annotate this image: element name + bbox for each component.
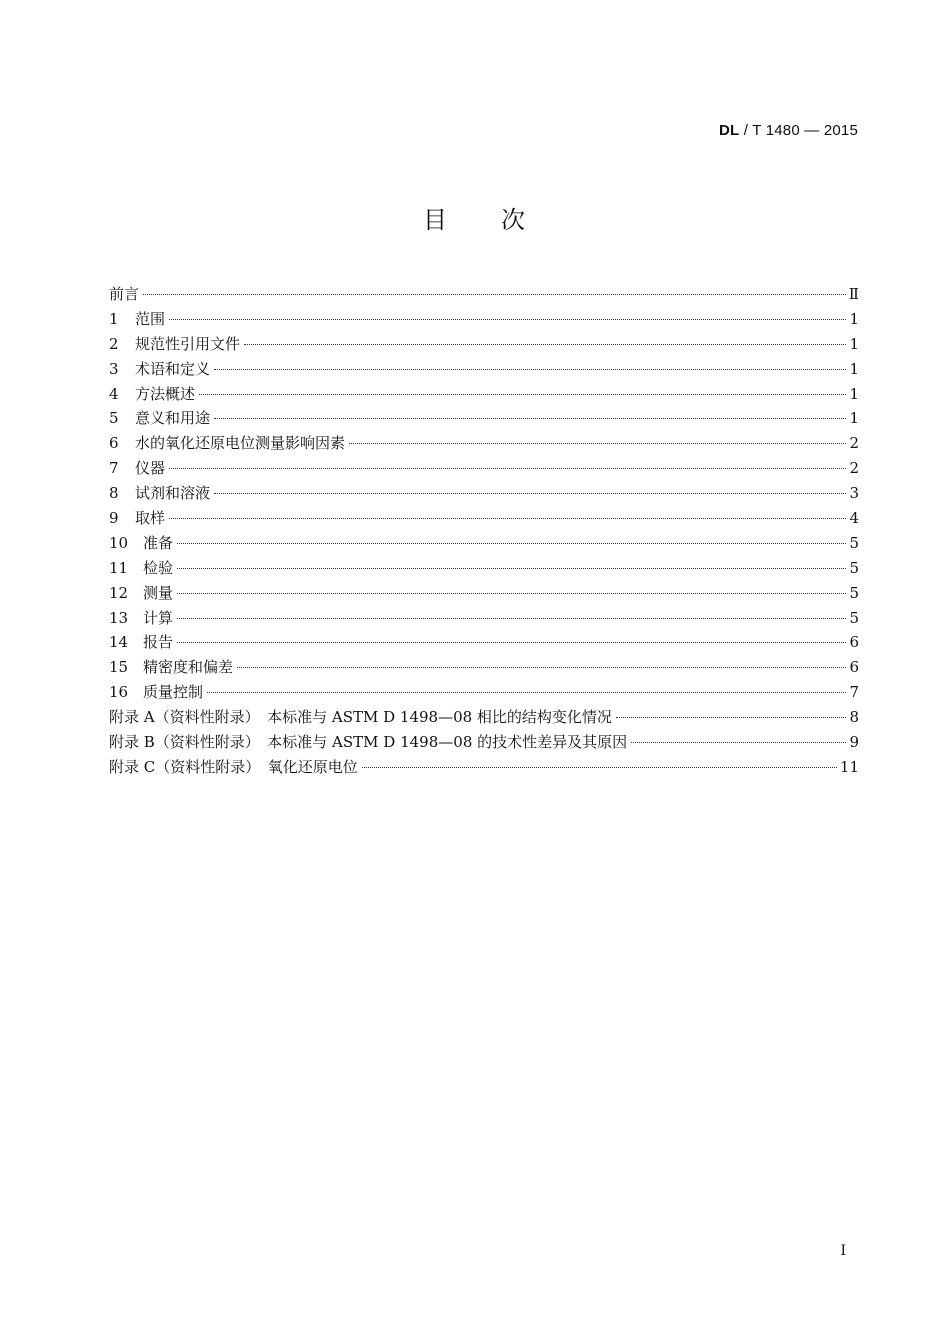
toc-entry-15[interactable]: [109, 656, 859, 681]
toc-entry-page: 5: [849, 583, 859, 602]
toc-entry-page: 5: [849, 608, 859, 627]
toc-entry-5[interactable]: [109, 407, 859, 432]
toc-entry-number: 8: [109, 484, 119, 503]
toc-entry-title: 水的氧化还原电位测量影响因素: [135, 434, 346, 453]
toc-entry-1[interactable]: [109, 308, 859, 333]
toc-entry-9[interactable]: [109, 507, 859, 532]
toc-entry-title: 附录 C（资料性附录） 氧化还原电位: [109, 757, 358, 776]
page-number: I: [840, 1243, 846, 1259]
toc-leader-dots: [169, 517, 846, 519]
toc-entry-8[interactable]: [109, 482, 859, 507]
toc-entry-number: 4: [109, 384, 119, 403]
toc-entry-title: 测量: [143, 583, 174, 602]
toc-entry-title: 方法概述: [135, 384, 196, 403]
toc-entry-number: 11: [109, 558, 129, 577]
toc-entry-page: Ⅱ: [848, 285, 859, 303]
toc-leader-dots: [177, 641, 846, 643]
toc-entry-title: 范围: [135, 309, 166, 328]
standard-number: / T 1480 — 2015: [739, 122, 858, 139]
toc-entry-number: 5: [109, 409, 119, 428]
toc-entry-title: 检验: [143, 558, 174, 577]
toc-entry-16[interactable]: [109, 681, 859, 706]
toc-entry-4[interactable]: [109, 383, 859, 408]
toc-entry-page: 9: [849, 733, 859, 752]
toc-leader-dots: [177, 542, 846, 544]
toc-entry-title: 前言: [109, 285, 140, 303]
toc-entry-number: 10: [109, 533, 129, 552]
toc-entry-title: 附录 A（资料性附录） 本标准与 ASTM D 1498—08 相比的结构变化情况: [109, 708, 612, 727]
toc-entry-page: 1: [849, 334, 859, 353]
toc-entry-title: 质量控制: [143, 683, 204, 702]
toc-entry-title: 规范性引用文件: [135, 334, 241, 353]
toc-leader-dots: [244, 343, 846, 345]
toc-entry-title: 取样: [135, 509, 166, 528]
toc-leader-dots: [214, 417, 846, 419]
toc-entry-number: 2: [109, 334, 119, 353]
toc-entry-page: 5: [849, 558, 859, 577]
toc-leader-dots: [616, 716, 847, 718]
toc-entry-13[interactable]: [109, 607, 859, 632]
toc-entry-title: 准备: [143, 533, 174, 552]
toc-leader-dots: [177, 567, 846, 569]
toc-entry-page: 2: [849, 434, 859, 453]
toc-entry-page: 11: [839, 757, 859, 776]
toc-entry-page: 1: [849, 309, 859, 328]
toc-leader-dots: [214, 368, 846, 370]
toc-entry-page: 4: [849, 509, 859, 528]
toc-entry-number: 14: [109, 633, 129, 652]
toc-entry-page: 3: [849, 484, 859, 503]
toc-leader-dots: [177, 592, 846, 594]
toc-entry-title: 计算: [143, 608, 174, 627]
toc-entry-page: 6: [849, 658, 859, 677]
toc-entry-page: 8: [849, 708, 859, 727]
toc-leader-dots: [237, 666, 846, 668]
toc-entry-number: 15: [109, 658, 129, 677]
toc-leader-dots: [169, 318, 846, 320]
page-title: 目 次: [423, 206, 527, 234]
toc-entry-11[interactable]: [109, 557, 859, 582]
toc-entry-7[interactable]: [109, 457, 859, 482]
toc-leader-dots: [207, 691, 846, 693]
toc-entry-title: 报告: [143, 633, 174, 652]
toc-entry-page: 1: [849, 384, 859, 403]
toc-entry-number: 6: [109, 434, 119, 453]
table-of-contents: [109, 283, 859, 781]
toc-entry-14[interactable]: [109, 631, 859, 656]
toc-entry-number: 7: [109, 459, 119, 478]
toc-entry-number: 1: [109, 309, 119, 328]
toc-entry-title: 精密度和偏差: [143, 658, 234, 677]
toc-leader-dots: [349, 442, 846, 444]
standard-code: [719, 122, 858, 139]
toc-entry-appendix-a[interactable]: [109, 706, 859, 731]
toc-entry-number: 9: [109, 509, 119, 528]
toc-entry-12[interactable]: [109, 582, 859, 607]
toc-entry-page: 7: [849, 683, 859, 702]
toc-entry-page: 2: [849, 459, 859, 478]
toc-entry-title: 仪器: [135, 459, 166, 478]
toc-leader-dots: [199, 393, 846, 395]
toc-leader-dots: [362, 766, 837, 768]
toc-entry-title: 试剂和溶液: [135, 484, 211, 503]
toc-entry-number: 13: [109, 608, 129, 627]
toc-entry-number: 16: [109, 683, 129, 702]
toc-entry-2[interactable]: [109, 333, 859, 358]
toc-entry-6[interactable]: [109, 432, 859, 457]
standard-prefix: DL: [719, 122, 740, 139]
toc-leader-dots: [631, 741, 846, 743]
toc-entry-page: 1: [849, 409, 859, 428]
toc-entry-appendix-b[interactable]: [109, 731, 859, 756]
toc-entry-3[interactable]: [109, 358, 859, 383]
toc-leader-dots: [214, 492, 846, 494]
toc-leader-dots: [169, 467, 846, 469]
toc-entry-page: 6: [849, 633, 859, 652]
toc-entry-title: 术语和定义: [135, 359, 211, 378]
toc-entry-number: 3: [109, 359, 119, 378]
toc-entry-appendix-c[interactable]: [109, 756, 859, 781]
toc-leader-dots: [143, 293, 846, 295]
toc-entry-page: 1: [849, 359, 859, 378]
toc-entry-title: 附录 B（资料性附录） 本标准与 ASTM D 1498—08 的技术性差异及其原因: [109, 733, 628, 752]
toc-leader-dots: [177, 617, 846, 619]
toc-entry-page: 5: [849, 533, 859, 552]
toc-entry-title: 意义和用途: [135, 409, 211, 428]
toc-entry-foreword[interactable]: [109, 283, 859, 308]
toc-entry-number: 12: [109, 583, 129, 602]
toc-entry-10[interactable]: [109, 532, 859, 557]
